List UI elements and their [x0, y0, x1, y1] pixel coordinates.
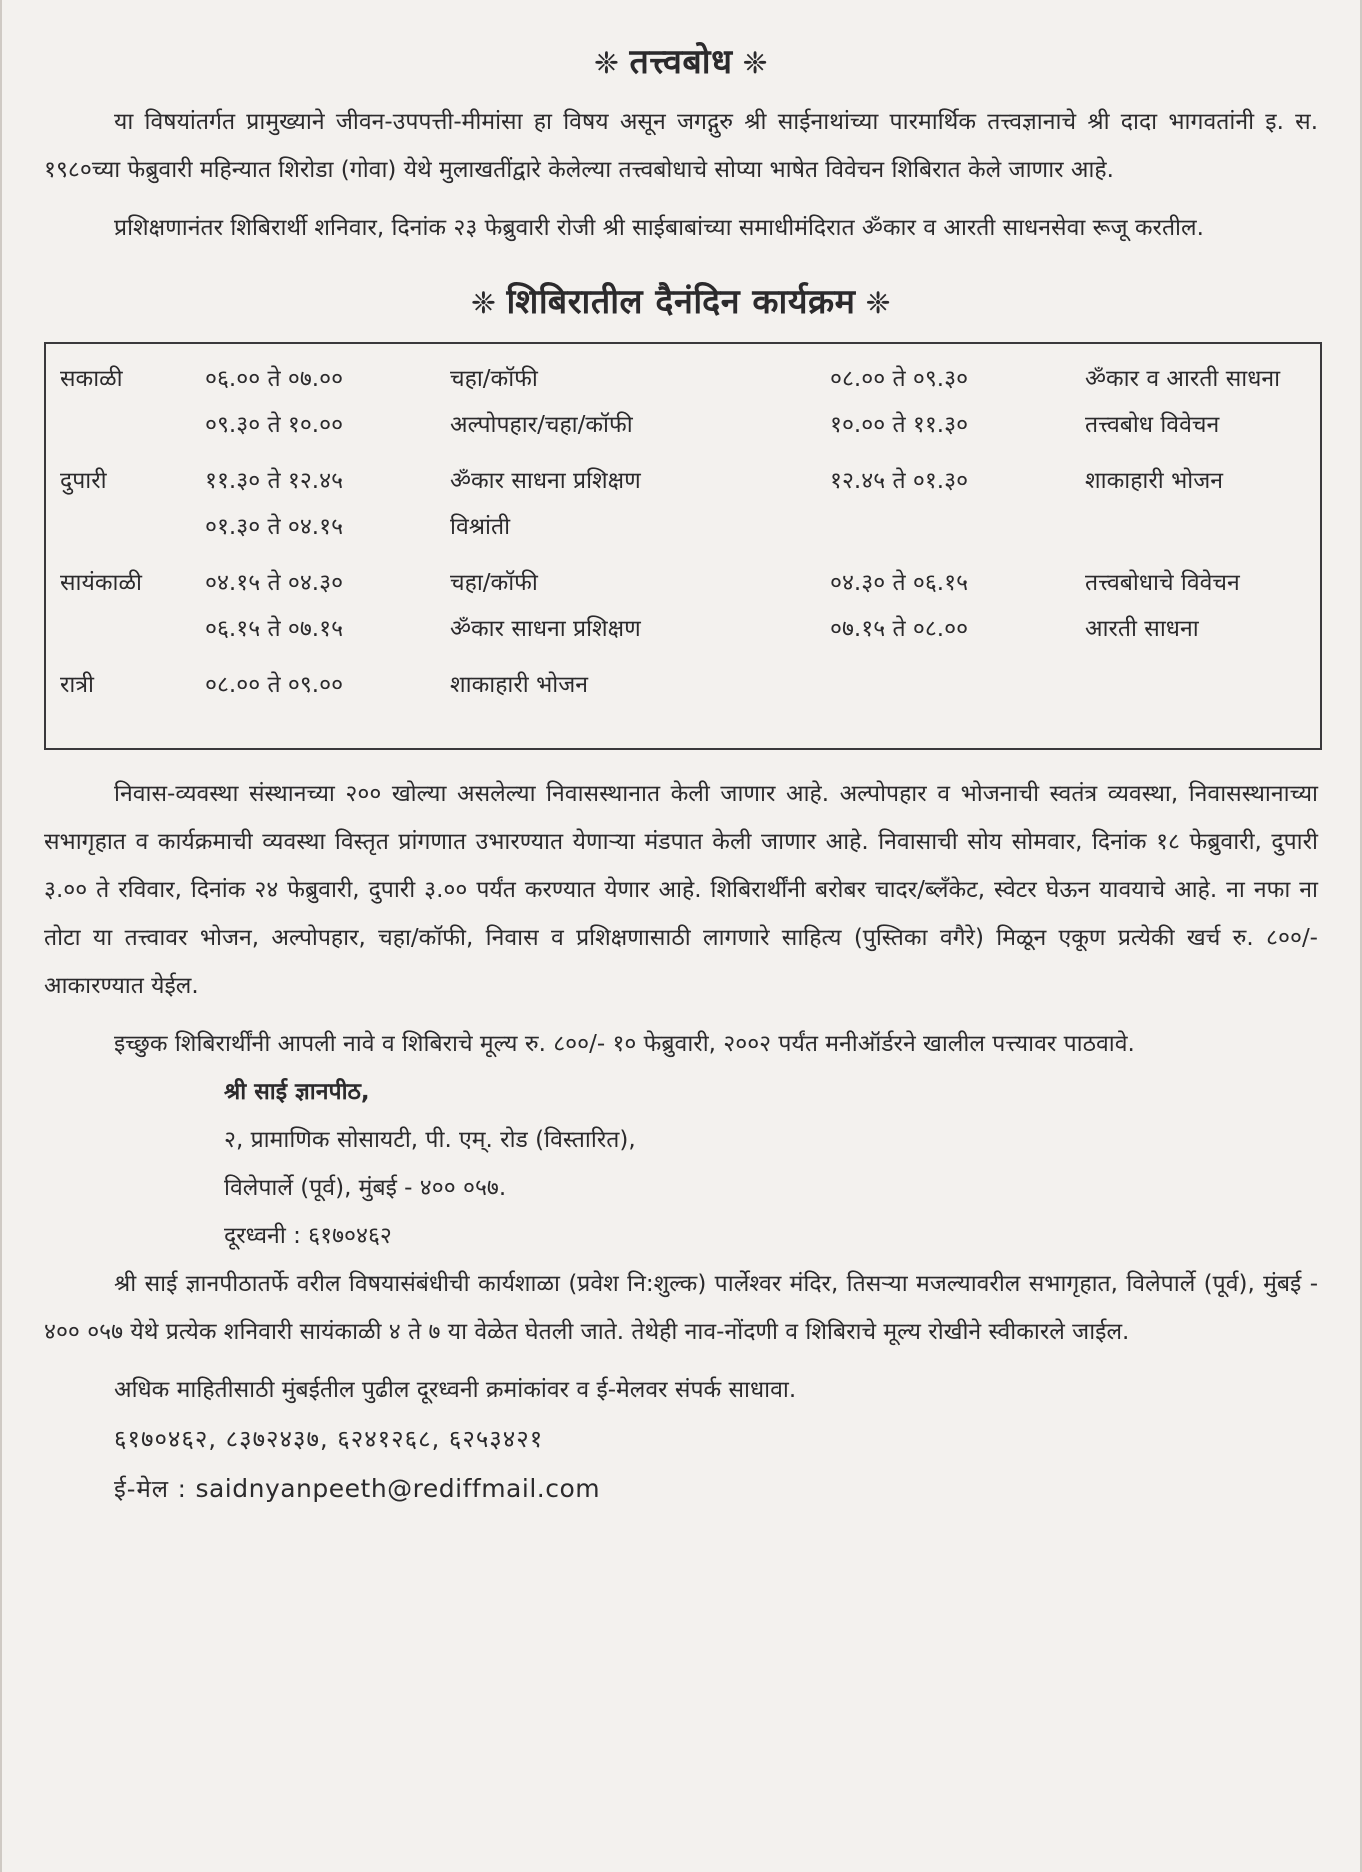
time-slot: ०७.१५ ते ०८.००	[830, 616, 969, 642]
section-heading-daily-schedule	[44, 274, 1318, 332]
activity: चहा/कॉफी	[450, 570, 538, 596]
email-line	[44, 1464, 1318, 1514]
star-ornament-icon: ❈	[865, 286, 892, 321]
activity: विश्रांती	[450, 514, 511, 540]
schedule-group-afternoon	[60, 458, 1306, 550]
star-ornament-icon: ❈	[470, 286, 497, 321]
workshop-paragraph: श्री साई ज्ञानपीठातर्फे वरील विषयासंबंधीची कार्यशाळा (प्रवेश नि:शुल्क) पार्लेश्वर मंदिर, तिसऱ्या मजल्यावरील सभागृहात, विलेपार्ले (पूर्व), मुंबई - ४०० ०५७ येथे प्रत्येक शनिवारी सायंकाळी ४ ते ७ या वेळेत घेतली जाते. तेथेही नाव-नोंदणी व शिबिराचे मूल्य रोखीने स्वीकारले जाईल.	[44, 1271, 1318, 1345]
period-label: रात्री	[60, 672, 95, 698]
schedule-row	[60, 402, 1306, 448]
schedule-row	[60, 504, 1306, 550]
time-slot	[830, 504, 1085, 550]
period-label: सायंकाळी	[60, 570, 142, 596]
period-label	[60, 606, 205, 652]
time-slot: ०६.०० ते ०७.००	[205, 366, 344, 392]
accommodation-paragraph: निवास-व्यवस्था संस्थानच्या २०० खोल्या असलेल्या निवासस्थानात केली जाणार आहे. अल्पोपहार व भोजनाची स्वतंत्र व्यवस्था, निवासस्थानाच्या सभागृहात व कार्यक्रमाची व्यवस्था विस्तृत प्रांगणात उभारण्यात येणाऱ्या मंडपात केली जाणार आहे. निवासाची सोय सोमवार, दिनांक १८ फेब्रुवारी, दुपारी ३.०० ते रविवार, दिनांक २४ फेब्रुवारी, दुपारी ३.०० पर्यंत करण्यात येणार आहे. शिबिरार्थींनी बरोबर चादर/ब्लँकेट, स्वेटर घेऊन यावयाचे आहे. ना नफा ना तोटा या तत्त्वावर भोजन, अल्पोपहार, चहा/कॉफी, निवास व प्रशिक्षणासाठी लागणारे साहित्य (पुस्तिका वगैरे) मिळून एकूण प्रत्येकी खर्च रु. ८००/- आकारण्यात येईल.	[44, 781, 1318, 999]
activity: ॐकार साधना प्रशिक्षण	[450, 468, 641, 494]
time-slot: ०१.३० ते ०४.१५	[205, 514, 344, 540]
intro-paragraph: या विषयांतर्गत प्रामुख्याने जीवन-उपपत्ती-मीमांसा हा विषय असून जगद्गुरु श्री साईनाथांच्या पारमार्थिक तत्त्वज्ञानाचे श्री दादा भागवतांनी इ. स. १९८०च्या फेब्रुवारी महिन्यात शिरोडा (गोवा) येथे मुलाखतींद्वारे केलेल्या तत्त्वबोधाचे सोप्या भाषेत विवेचन शिबिरात केले जाणार आहे.	[44, 109, 1318, 183]
heading-text: शिबिरातील दैनंदिन कार्यक्रम	[506, 282, 856, 322]
time-slot: ०६.१५ ते ०७.१५	[205, 616, 344, 642]
activity	[1085, 504, 1306, 550]
heading-text: तत्त्वबोध	[629, 42, 733, 82]
activity: चहा/कॉफी	[450, 366, 538, 392]
training-paragraph: प्रशिक्षणानंतर शिबिरार्थी शनिवार, दिनांक २३ फेब्रुवारी रोजी श्री साईबाबांच्या समाधीमंदिरात ॐकार व आरती साधनसेवा रूजू करतील.	[114, 215, 1204, 241]
email-label: ई-मेल :	[114, 1475, 187, 1503]
schedule-group-evening	[60, 560, 1306, 652]
time-slot	[830, 662, 1085, 708]
postal-address	[224, 1068, 1318, 1260]
address-name: श्री साई ज्ञानपीठ,	[224, 1079, 370, 1105]
activity: अल्पोपहार/चहा/कॉफी	[450, 412, 633, 438]
address-line: विलेपार्ले (पूर्व), मुंबई - ४०० ०५७.	[224, 1175, 507, 1201]
activity: तत्त्वबोधाचे विवेचन	[1085, 570, 1240, 596]
schedule-row	[60, 606, 1306, 652]
period-label	[60, 504, 205, 550]
period-label	[60, 402, 205, 448]
schedule-row	[60, 458, 1306, 504]
schedule-group-morning	[60, 356, 1306, 448]
registration-paragraph: इच्छुक शिबिरार्थींनी आपली नावे व शिबिराचे मूल्य रु. ८००/- १० फेब्रुवारी, २००२ पर्यंत मनीऑर्डरने खालील पत्त्यावर पाठवावे.	[114, 1031, 1135, 1057]
time-slot: ०८.०० ते ०९.००	[205, 672, 344, 698]
activity	[1085, 662, 1306, 708]
schedule-row	[60, 560, 1306, 606]
time-slot: ०४.१५ ते ०४.३०	[205, 570, 344, 596]
phone-numbers: ६१७०४६२, ८३७२४३७, ६२४१२६८, ६२५३४२१	[114, 1425, 544, 1453]
activity: आरती साधना	[1085, 616, 1199, 642]
time-slot: ०८.०० ते ०९.३०	[830, 366, 969, 392]
period-label: सकाळी	[60, 366, 123, 392]
email-address: saidnyanpeeth@rediffmail.com	[195, 1474, 601, 1503]
address-line: २, प्रामाणिक सोसायटी, पी. एम्. रोड (विस्तारित),	[224, 1127, 636, 1153]
time-slot: ०९.३० ते १०.००	[205, 412, 344, 438]
activity: शाकाहारी भोजन	[1085, 468, 1224, 494]
star-ornament-icon: ❈	[593, 46, 620, 81]
section-heading-tattvabodh	[44, 34, 1318, 92]
schedule-row	[60, 356, 1306, 402]
activity: तत्त्वबोध विवेचन	[1085, 412, 1220, 438]
time-slot: ०४.३० ते ०६.१५	[830, 570, 969, 596]
activity: शाकाहारी भोजन	[450, 672, 589, 698]
star-ornament-icon: ❈	[742, 46, 769, 81]
schedule-table	[44, 342, 1322, 750]
time-slot: १२.४५ ते ०१.३०	[830, 468, 969, 494]
period-label: दुपारी	[60, 468, 107, 494]
schedule-group-night	[60, 662, 1306, 708]
time-slot: ११.३० ते १२.४५	[205, 468, 344, 494]
activity: ॐकार साधना प्रशिक्षण	[450, 616, 641, 642]
activity: ॐकार व आरती साधना	[1085, 366, 1281, 392]
schedule-row	[60, 662, 1306, 708]
contact-paragraph: अधिक माहितीसाठी मुंबईतील पुढील दूरध्वनी क्रमांकांवर व ई-मेलवर संपर्क साधावा.	[114, 1377, 797, 1403]
time-slot: १०.०० ते ११.३०	[830, 412, 969, 438]
address-phone: दूरध्वनी : ६१७०४६२	[224, 1223, 392, 1249]
